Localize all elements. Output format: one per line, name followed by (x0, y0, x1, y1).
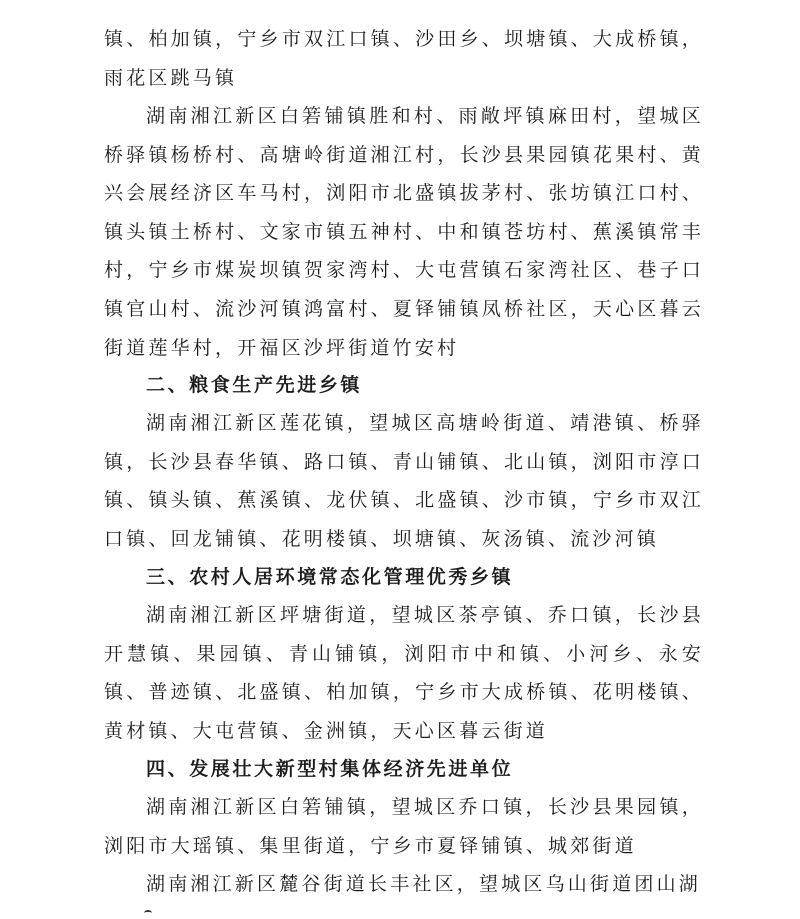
paragraph-town-list-continued: 镇、柏加镇，宁乡市双江口镇、沙田乡、坝塘镇、大成桥镇，雨花区跳马镇 (104, 28, 704, 89)
heading-grain-production: 二、粮食生产先进乡镇 (146, 374, 363, 396)
heading-rural-environment: 三、农村人居环境常态化管理优秀乡镇 (146, 566, 514, 588)
paragraph-collective-economy-villages: 湖南湘江新区麓谷街道长丰社区，望城区乌山街道团山湖 (146, 873, 702, 895)
heading-collective-economy: 四、发展壮大新型村集体经济先进单位 (146, 758, 514, 780)
cut-off-text-fragment (144, 910, 152, 916)
paragraph-collective-economy-units: 湖南湘江新区白箬铺镇，望城区乔口镇，长沙县果园镇，浏阳市大瑶镇、集里街道，宁乡市夏铎铺镇、城郊街道 (104, 796, 704, 857)
paragraph-rural-environment-towns: 湖南湘江新区坪塘街道，望城区茶亭镇、乔口镇，长沙县开慧镇、果园镇、青山铺镇，浏阳市中和镇、小河乡、永安镇、普迹镇、北盛镇、柏加镇，宁乡市大成桥镇、花明楼镇、黄材镇、大屯营镇、金洲镇，天心区暮云街道 (104, 604, 704, 742)
paragraph-advanced-villages: 湖南湘江新区白箬铺镇胜和村、雨敞坪镇麻田村，望城区桥驿镇杨桥村、高塘岭街道湘江村，长沙县果园镇花果村、黄兴会展经济区车马村，浏阳市北盛镇拔茅村、张坊镇江口村、镇头镇土桥村、文家市镇五神村、中和镇苍坊村、蕉溪镇常丰村，宁乡市煤炭坝镇贺家湾村、大屯营镇石家湾社区、巷子口镇官山村、流沙河镇鸿富村、夏铎铺镇凤桥社区，天心区暮云街道莲华村，开福区沙坪街道竹安村 (104, 105, 704, 359)
paragraph-grain-production-towns: 湖南湘江新区莲花镇，望城区高塘岭街道、靖港镇、桥驿镇，长沙县春华镇、路口镇、青山铺镇、北山镇，浏阳市淳口镇、镇头镇、蕉溪镇、龙伏镇、北盛镇、沙市镇，宁乡市双江口镇、回龙铺镇、花明楼镇、坝塘镇、灰汤镇、流沙河镇 (104, 412, 704, 550)
